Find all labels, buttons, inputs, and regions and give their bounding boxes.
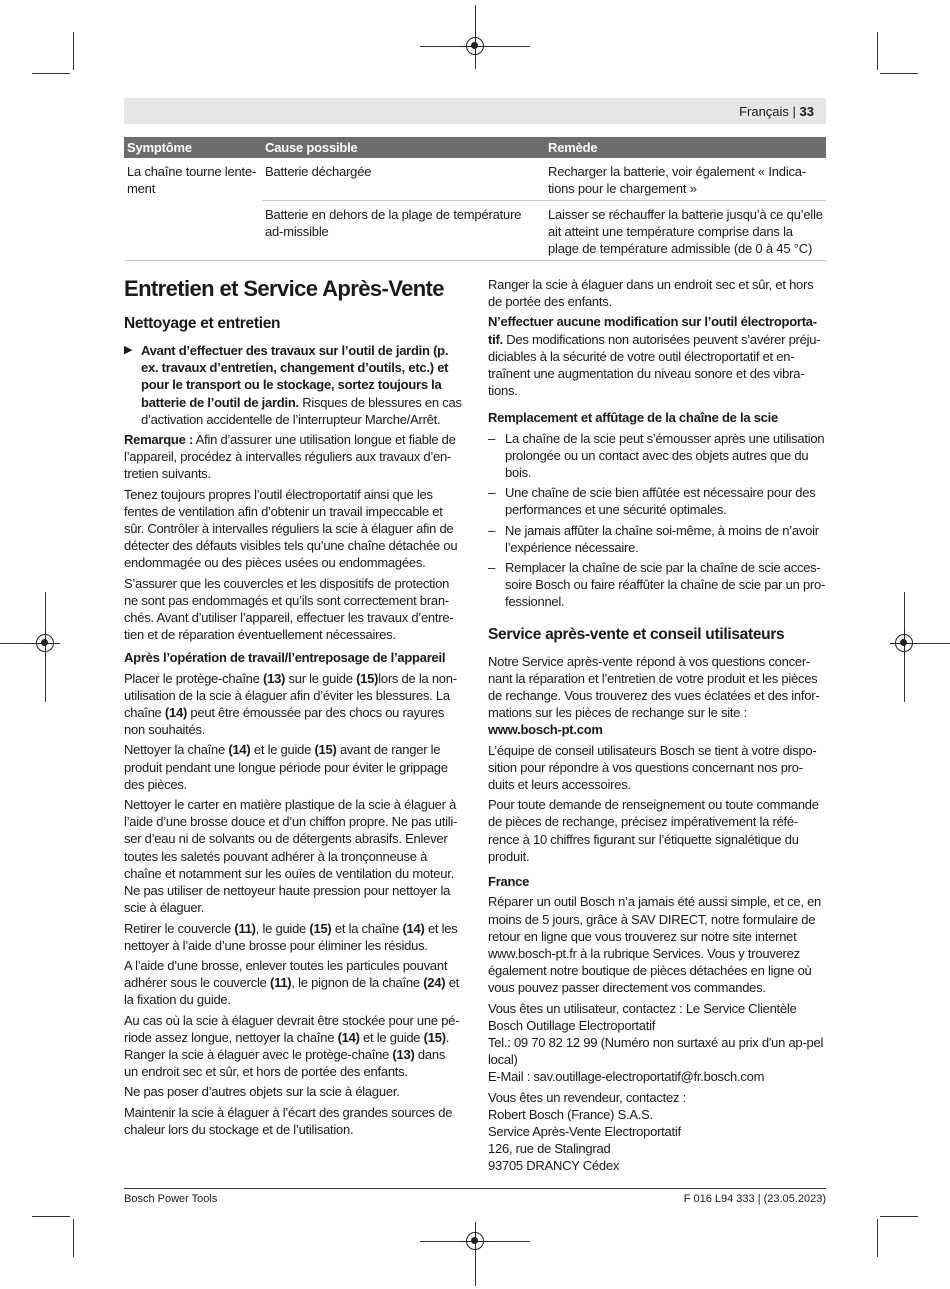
text: avant de ranger le produit pendant une longue période pour éviter le grippage des pièces. bbox=[124, 742, 448, 792]
crop-mark bbox=[877, 1219, 878, 1257]
list-item bbox=[488, 559, 828, 611]
table-header: Remède bbox=[545, 137, 826, 158]
bold-text: N’effectuer aucune modification sur l’outil électroporta-tif. bbox=[488, 314, 817, 347]
subsection-heading: France bbox=[488, 874, 530, 890]
table-cell bbox=[124, 201, 262, 261]
remark-text: Afin d’assurer une utilisation longue et fiable de l’appareil, procédez à intervalles réguliers aux travaux d’en-tretien suivants. bbox=[124, 432, 456, 482]
text: , le guide bbox=[255, 920, 310, 936]
dash-bullet: – bbox=[488, 560, 495, 576]
address-line: Robert Bosch (France) S.A.S. bbox=[488, 1106, 653, 1122]
list-item-text: La chaîne de la scie peut s’émousser après une utilisation prolongée ou un contact avec des objets autres que du bois. bbox=[505, 430, 825, 481]
ref-number: (13) bbox=[392, 1046, 415, 1062]
ref-number: (14) bbox=[228, 742, 251, 758]
registration-mark-icon bbox=[895, 634, 913, 652]
triangle-bullet-icon: ▶ bbox=[124, 344, 133, 356]
warning-bullet bbox=[124, 342, 462, 428]
text: Au cas où la scie à élaguer devrait être stockée pour une pé-riode assez longue, nettoyer la chaîne bbox=[124, 1012, 460, 1045]
crop-mark bbox=[880, 1216, 918, 1217]
paragraph: Tenez toujours propres l’outil électroportatif ainsi que les fentes de ventilation afin d’obtenir un travail impeccable et sûr. Contrôler à intervalles réguliers la scie à élaguer afin de détecter des défauts visibles tels qu’une chaîne détachée ou endommagée ou des pièces usées ou endommagées. bbox=[124, 486, 458, 571]
text: peut être émoussée par des chocs ou rayures non souhaités. bbox=[124, 705, 445, 738]
ref-number: (15) bbox=[356, 670, 379, 686]
registration-mark-icon bbox=[466, 37, 484, 55]
subsection-heading: Remplacement et affûtage de la chaîne de la scie bbox=[488, 410, 779, 426]
header-language: Français bbox=[739, 104, 789, 119]
right-column bbox=[488, 276, 828, 1178]
table-header: Symptôme bbox=[124, 137, 262, 158]
text: sur le guide bbox=[285, 670, 357, 686]
paragraph bbox=[124, 1012, 462, 1081]
list-item bbox=[488, 522, 828, 556]
website-url: www.bosch-pt.com bbox=[488, 722, 603, 738]
ref-number: (24) bbox=[423, 975, 446, 991]
ref-number: (14) bbox=[402, 920, 425, 936]
table-cell: Recharger la batterie, voir également « Indica-tions pour le chargement » bbox=[545, 158, 826, 201]
registration-mark-icon bbox=[466, 1232, 484, 1250]
ref-number: (15) bbox=[423, 1029, 446, 1045]
paragraph bbox=[124, 920, 462, 954]
dash-bullet: – bbox=[488, 485, 495, 501]
text: Nettoyer la chaîne bbox=[124, 742, 229, 758]
address-line: Service Après-Vente Electroportatif bbox=[488, 1123, 681, 1139]
table-cell: Laisser se réchauffer la batterie jusqu’à ce qu’elle ait atteint une température comprise dans la plage de température admissible (de 0 à 45 °C) bbox=[545, 201, 826, 261]
paragraph: L’équipe de conseil utilisateurs Bosch se tient à votre dispo-sition pour répondre à vos questions concernant nos pro-duits et leurs accessoires. bbox=[488, 742, 817, 793]
ref-number: (11) bbox=[234, 920, 256, 936]
paragraph bbox=[488, 313, 828, 399]
paragraph: Ranger la scie à élaguer dans un endroit sec et sûr, et hors de portée des enfants. bbox=[488, 277, 814, 310]
paragraph: Ne pas poser d’autres objets sur la scie à élaguer. bbox=[124, 1084, 400, 1100]
text: dans un endroit sec et sûr, et hors de portée des enfants. bbox=[124, 1046, 446, 1080]
ref-number: (15) bbox=[309, 920, 332, 936]
ref-number: (14) bbox=[337, 1029, 360, 1045]
text: et la fixation du guide. bbox=[124, 975, 460, 1008]
paragraph bbox=[124, 957, 462, 1009]
text: et le guide bbox=[250, 742, 315, 758]
crop-mark bbox=[32, 73, 70, 74]
contact-line: Tel.: 09 70 82 12 99 (Numéro non surtaxé au prix d'un ap-pel local) bbox=[488, 1034, 824, 1068]
ref-number: (11) bbox=[269, 975, 292, 991]
ref-number: (15) bbox=[314, 742, 337, 758]
contact-block bbox=[488, 1000, 828, 1086]
contact-line: Bosch Outillage Electroportatif bbox=[488, 1017, 656, 1033]
table-row bbox=[124, 158, 826, 201]
paragraph: S’assurer que les couvercles et les dispositifs de protection ne sont pas endommagés et qu’ils sont correctement bran-chés. Avant d’utiliser l’appareil, effectuer les travaux d’entre-tien et de réparation éventuellement nécessaires. bbox=[124, 575, 454, 643]
subsection-heading: Après l’opération de travail/l’entreposage de l’appareil bbox=[124, 650, 446, 666]
bullet-text: Risques de blessures en cas d’activation accidentelle de l’interrupteur Marche/Arrêt. bbox=[141, 394, 462, 427]
text: , le pignon de la chaîne bbox=[291, 975, 424, 991]
table-header: Cause possible bbox=[262, 137, 545, 158]
paragraph bbox=[124, 670, 462, 739]
footer-divider bbox=[124, 1188, 826, 1189]
table-cell: La chaîne tourne lente-ment bbox=[127, 164, 257, 196]
remark-label: Remarque : bbox=[124, 432, 194, 448]
crop-mark bbox=[73, 32, 74, 70]
list-item bbox=[488, 430, 828, 482]
dash-bullet: – bbox=[488, 430, 495, 446]
paragraph bbox=[488, 653, 828, 722]
list-item-text: Remplacer la chaîne de scie par la chaîne de scie acces-soire Bosch ou faire réaffûter la chaîne de scie par un pro-fessionnel. bbox=[505, 560, 826, 610]
text: et la chaîne bbox=[331, 920, 403, 936]
header-label: Français | 33 bbox=[739, 104, 814, 119]
page-header bbox=[124, 98, 826, 124]
ref-number: (14) bbox=[164, 705, 188, 721]
address-line: 126, rue de Stalingrad bbox=[488, 1141, 611, 1157]
footer-right: F 016 L94 333 | (23.05.2023) bbox=[683, 1193, 826, 1205]
section-heading: Nettoyage et entretien bbox=[124, 315, 281, 332]
paragraph: Pour toute demande de renseignement ou toute commande de pièces de rechange, précisez impérativement la réfé-rence à 10 chiffres figurant sur l’étiquette signalétique du produit. bbox=[488, 797, 819, 864]
crop-mark bbox=[73, 1219, 74, 1257]
crop-mark bbox=[877, 32, 878, 70]
table-cell: Batterie déchargée bbox=[262, 158, 545, 201]
table-cell: Batterie en dehors de la plage de température ad-missible bbox=[262, 201, 545, 261]
section-heading: Service après-vente et conseil utilisateurs bbox=[488, 625, 785, 643]
table-header-row bbox=[124, 137, 826, 158]
list-item-text: Une chaîne de scie bien affûtée est nécessaire pour des performances et une sécurité optimales. bbox=[505, 485, 816, 518]
paragraph bbox=[124, 741, 462, 793]
paragraph: Maintenir la scie à élaguer à l’écart des grandes sources de chaleur lors du stockage et de l’utilisation. bbox=[124, 1104, 453, 1137]
list-item bbox=[488, 484, 828, 518]
bullet-bold-text: Avant d’effectuer des travaux sur l’outil de jardin (p. ex. travaux d’entretien, changement d’outils, etc.) et pour le transport ou le stockage, sortez toujours la batterie de l’outil de jardin. bbox=[141, 343, 449, 410]
contact-line: Vous êtes un utilisateur, contactez : Le Service Clientèle bbox=[488, 1000, 797, 1016]
dash-bullet: – bbox=[488, 522, 495, 538]
text: Retirer le couvercle bbox=[124, 920, 235, 936]
page-number: 33 bbox=[799, 104, 814, 119]
text: . Ranger la scie à élaguer avec le protège-chaîne bbox=[124, 1029, 450, 1062]
page-title: Entretien et Service Après-Vente bbox=[124, 276, 444, 301]
ref-number: (13) bbox=[263, 670, 286, 686]
list-item-text: Ne jamais affûter la chaîne soi-même, à moins de n’avoir l’expérience nécessaire. bbox=[505, 522, 819, 555]
text: Notre Service après-vente répond à vos questions concer-nant la réparation et l’entretien de votre produit et les pièces de rechange. Vous trouverez des vues éclatées et des infor-mations sur les pièces de rechange sur le site : bbox=[488, 653, 820, 721]
paragraph: Nettoyer le carter en matière plastique de la scie à élaguer à l’aide d’une brosse douce et d’un chiffon propre. Ne pas utili-ser d’eau ni de solvants ou de détergents abrasifs. Enlever toutes les saletés pouvant adhérer à la tronçonneuse à chaîne et notamment sur les ouïes de ventilation du moteur. Ne pas utiliser de nettoyeur haute pression pour nettoyer la scie à élaguer. bbox=[124, 797, 458, 916]
footer-left: Bosch Power Tools bbox=[124, 1193, 218, 1205]
address-block bbox=[488, 1089, 828, 1175]
troubleshooting-table bbox=[124, 137, 826, 261]
text: et les nettoyer à l’aide d’une brosse pour éliminer les résidus. bbox=[124, 920, 458, 953]
contact-email: E-Mail : sav.outillage-electroportatif@fr.bosch.com bbox=[488, 1069, 765, 1085]
text: Placer le protège-chaîne bbox=[124, 670, 264, 686]
table-row bbox=[124, 201, 826, 261]
text: lors de la non-utilisation de la scie à élaguer afin d’éviter les blessures. La chaîne bbox=[124, 670, 457, 721]
text: Des modifications non autorisées peuvent s’avérer préju-diciables à la sécurité de votre outil électroportatif et en-traînent une augmentation du niveau sonore et des vibra-tions. bbox=[488, 331, 821, 399]
text: A l’aide d’une brosse, enlever toutes les particules pouvant adhérer sous le couvercle bbox=[124, 957, 448, 991]
crop-mark bbox=[32, 1216, 70, 1217]
address-line: 93705 DRANCY Cédex bbox=[488, 1158, 620, 1174]
registration-mark-icon bbox=[36, 634, 54, 652]
crop-mark bbox=[880, 73, 918, 74]
remark-paragraph bbox=[124, 431, 462, 483]
text: et le guide bbox=[359, 1029, 424, 1045]
address-line: Vous êtes un revendeur, contactez : bbox=[488, 1089, 686, 1105]
left-column bbox=[124, 276, 462, 1141]
paragraph: Réparer un outil Bosch n’a jamais été aussi simple, et ce, en moins de 5 jours, grâce à SAV DIRECT, notre formulaire de retour en ligne que vous trouverez sur notre site internet www.bosch-pt.fr à la rubrique Services. Vous y trouverez également notre boutique de pièces détachées en ligne où vous pouvez passer directement vos commandes. bbox=[488, 894, 822, 996]
